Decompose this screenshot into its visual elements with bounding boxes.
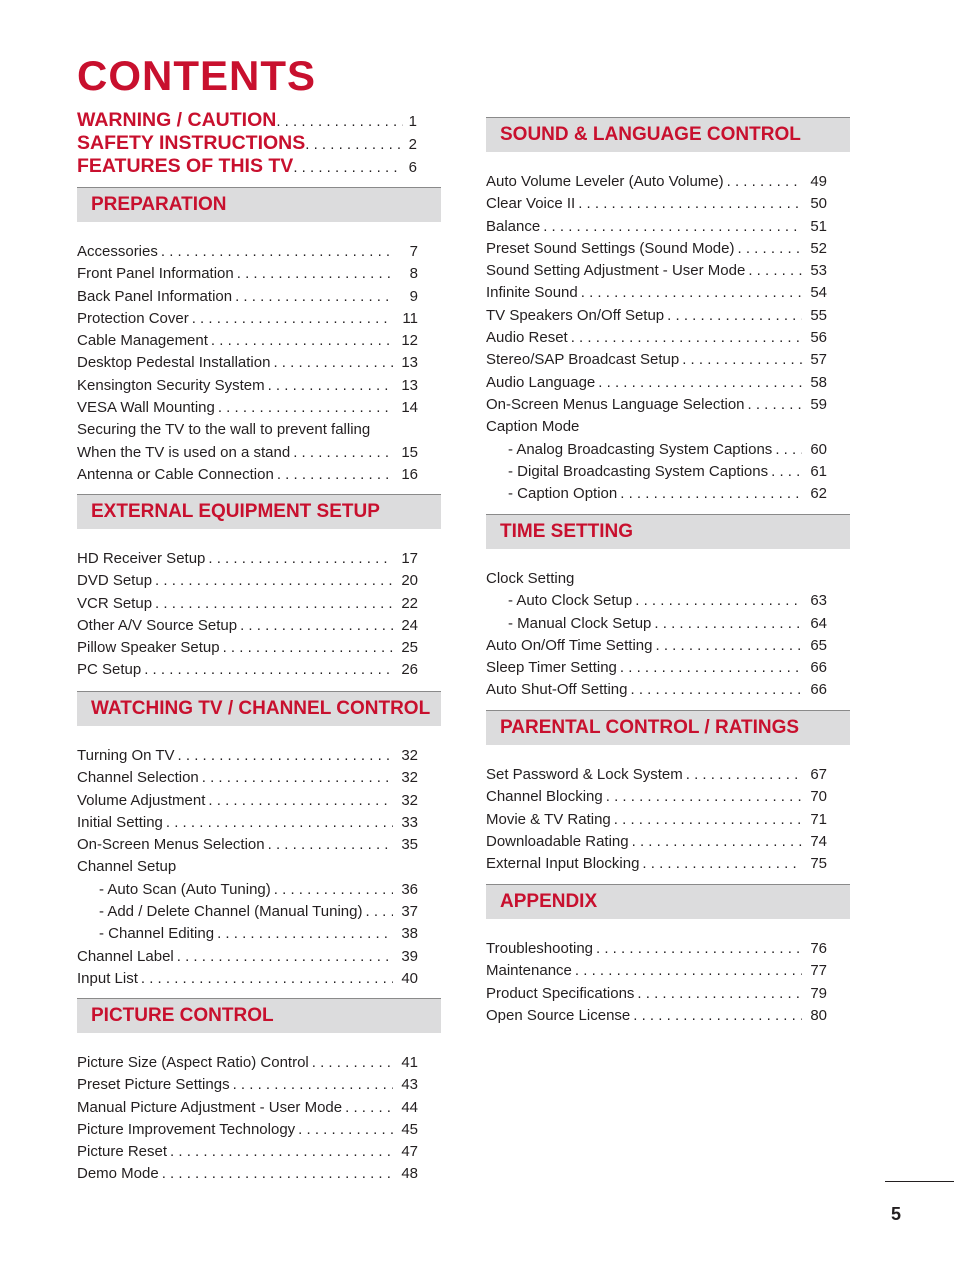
- toc-section: [77, 187, 441, 488]
- toc-entry[interactable]: [77, 1054, 441, 1076]
- toc-entry-list: [77, 550, 441, 684]
- toc-entry: [486, 570, 850, 592]
- toc-entry-label: Desktop Pedestal Installation: [77, 354, 271, 372]
- toc-page-number: 51: [810, 217, 827, 235]
- toc-entry[interactable]: [486, 173, 850, 195]
- dot-leader: [162, 1165, 393, 1182]
- toc-entry[interactable]: [77, 243, 441, 265]
- section-heading[interactable]: TIME SETTING: [486, 514, 850, 549]
- toc-entry[interactable]: [486, 396, 850, 418]
- toc-entry[interactable]: [486, 307, 850, 329]
- toc-page-number: 76: [810, 940, 827, 957]
- toc-entry-label: When the TV is used on a stand: [77, 443, 291, 461]
- toc-entry-label: Balance: [486, 217, 541, 235]
- toc-page-number: 38: [401, 925, 418, 943]
- toc-entry[interactable]: [77, 836, 441, 858]
- section-heading[interactable]: APPENDIX: [486, 884, 850, 919]
- dot-leader: [274, 881, 393, 898]
- toc-page-number: 67: [810, 766, 827, 783]
- dot-leader: [217, 925, 393, 942]
- toc-page-number: 66: [810, 659, 827, 677]
- toc-page-number: 32: [401, 791, 418, 809]
- dot-leader: [581, 284, 802, 301]
- toc-entry[interactable]: [77, 881, 441, 903]
- toc-entry[interactable]: [77, 769, 441, 791]
- toc-entry[interactable]: [77, 970, 441, 992]
- toc-entry-list: [486, 940, 850, 1029]
- toc-page-number: 58: [810, 373, 827, 391]
- toc-entry[interactable]: [77, 354, 441, 376]
- toc-page-number: 48: [401, 1165, 418, 1183]
- dot-leader: [202, 769, 393, 786]
- dot-leader: [293, 159, 402, 176]
- toc-entry[interactable]: [77, 617, 441, 639]
- dot-leader: [235, 288, 393, 305]
- toc-entry-label: On-Screen Menus Language Selection: [486, 395, 745, 413]
- page-number: 5: [890, 1204, 901, 1224]
- dot-leader: [166, 814, 393, 831]
- toc-entry[interactable]: [77, 399, 441, 421]
- toc-entry[interactable]: [486, 463, 850, 485]
- page-number-rule: [885, 1181, 954, 1182]
- toc-page-number: 39: [401, 947, 418, 965]
- toc-entry-label: Input List: [77, 969, 138, 987]
- toc-page-number: 22: [401, 594, 418, 612]
- toc-entry[interactable]: [486, 940, 850, 962]
- dot-leader: [598, 374, 802, 391]
- toc-entry-label: Channel Blocking: [486, 788, 603, 806]
- toc-entry[interactable]: [77, 595, 441, 617]
- toc-top-link-label: FEATURES OF THIS TV: [77, 155, 294, 177]
- section-heading[interactable]: PARENTAL CONTROL / RATINGS: [486, 710, 850, 745]
- toc-page-number: 32: [401, 747, 418, 764]
- dot-leader: [667, 307, 802, 324]
- dot-leader: [571, 329, 802, 346]
- toc-page-number: 79: [810, 984, 827, 1002]
- toc-entry[interactable]: [77, 814, 441, 836]
- section-heading[interactable]: EXTERNAL EQUIPMENT SETUP: [77, 494, 441, 529]
- toc-entry-label: Antenna or Cable Connection: [77, 465, 274, 483]
- dot-leader: [223, 639, 393, 656]
- dot-leader: [276, 113, 402, 130]
- toc-entry[interactable]: [77, 639, 441, 661]
- dot-leader: [161, 243, 393, 260]
- toc-section: [486, 117, 850, 507]
- toc-entry[interactable]: [77, 925, 441, 947]
- toc-entry-label: Picture Size (Aspect Ratio) Control: [77, 1054, 309, 1071]
- toc-section: [77, 691, 441, 992]
- toc-entry-label: VCR Setup: [77, 594, 153, 612]
- dot-leader: [655, 637, 802, 654]
- toc-entry-label: Auto On/Off Time Setting: [486, 636, 653, 654]
- toc-entry[interactable]: [486, 855, 850, 877]
- toc-entry-label: Set Password & Lock System: [486, 766, 683, 783]
- dot-leader: [632, 833, 802, 850]
- toc-entry-label: Initial Setting: [77, 813, 163, 831]
- toc-entry-label: Preset Sound Settings (Sound Mode): [486, 239, 735, 257]
- toc-entry-label: Back Panel Information: [77, 287, 233, 305]
- toc-page-number: 43: [401, 1076, 418, 1094]
- toc-entry-label: Infinite Sound: [486, 284, 578, 302]
- dot-leader: [775, 441, 802, 458]
- toc-entry-label: HD Receiver Setup: [77, 550, 206, 567]
- toc-entry-label: Protection Cover: [77, 309, 189, 327]
- toc-entry-label: Accessories: [77, 243, 158, 260]
- section-heading[interactable]: PREPARATION: [77, 187, 441, 222]
- toc-entry-list: [486, 766, 850, 877]
- toc-entry[interactable]: [486, 681, 850, 703]
- toc-entry[interactable]: [486, 833, 850, 855]
- toc-entry-list: [486, 570, 850, 704]
- section-heading[interactable]: WATCHING TV / CHANNEL CONTROL: [77, 691, 441, 726]
- toc-page-number: 14: [401, 399, 418, 417]
- toc-page-number: 56: [810, 329, 827, 347]
- toc-entry-label: Sleep Timer Setting: [486, 659, 617, 677]
- toc-entry-label: Auto Shut-Off Setting: [486, 681, 628, 699]
- dot-leader: [682, 351, 802, 368]
- toc-entry-label: Movie & TV Rating: [486, 810, 611, 828]
- dot-leader: [240, 617, 393, 634]
- dot-leader: [211, 332, 393, 349]
- dot-leader: [312, 1054, 393, 1071]
- toc-entry[interactable]: [77, 747, 441, 769]
- toc-entry-label: - Analog Broadcasting System Captions: [508, 440, 773, 458]
- dot-leader: [293, 444, 393, 461]
- toc-entry-label: - Manual Clock Setup: [508, 614, 652, 632]
- toc-entry-label: Other A/V Source Setup: [77, 616, 238, 634]
- toc-page-number: 2: [408, 136, 417, 153]
- dot-leader: [155, 572, 393, 589]
- toc-entry-list: [486, 173, 850, 507]
- toc-entry-label: Picture Reset: [77, 1143, 168, 1161]
- toc-entry-label: - Channel Editing: [99, 925, 215, 943]
- toc-entry[interactable]: [77, 1165, 441, 1187]
- section-heading[interactable]: SOUND & LANGUAGE CONTROL: [486, 117, 850, 152]
- dot-leader: [686, 766, 802, 783]
- toc-page-number: 55: [810, 306, 827, 324]
- toc-entry-label: TV Speakers On/Off Setup: [486, 306, 665, 324]
- dot-leader: [635, 592, 802, 609]
- toc-page-number: 13: [401, 354, 418, 372]
- toc-entry[interactable]: [77, 1099, 441, 1121]
- toc-entry[interactable]: [486, 962, 850, 984]
- toc-top-link[interactable]: [77, 132, 417, 155]
- toc-page-number: 50: [810, 195, 827, 213]
- dot-leader: [727, 173, 802, 190]
- dot-leader: [614, 811, 802, 828]
- toc-page-number: 59: [810, 395, 827, 413]
- toc-entry-label: VESA Wall Mounting: [77, 399, 215, 417]
- toc-page-number: 24: [401, 616, 418, 634]
- toc-entry-label: Kensington Security System: [77, 376, 265, 394]
- toc-entry[interactable]: [77, 661, 441, 683]
- toc-entry-label: On-Screen Menus Selection: [77, 836, 265, 854]
- toc-entry[interactable]: [77, 444, 441, 466]
- toc-section: [486, 884, 850, 1029]
- toc-entry-label: Picture Improvement Technology: [77, 1120, 296, 1138]
- toc-page-number: 17: [401, 550, 418, 567]
- toc-entry[interactable]: [486, 284, 850, 306]
- toc-entry-list: [77, 243, 441, 488]
- toc-entry-label: Product Specifications: [486, 984, 635, 1002]
- toc-entry[interactable]: [77, 1076, 441, 1098]
- dot-leader: [268, 377, 393, 394]
- toc-entry-label: Audio Language: [486, 373, 596, 391]
- toc-top-link-label: WARNING / CAUTION: [77, 109, 277, 131]
- toc-page-number: 26: [401, 661, 418, 679]
- toc-entry[interactable]: [486, 262, 850, 284]
- toc-entry-label: - Auto Clock Setup: [508, 592, 633, 610]
- toc-entry-label: Turning On TV: [77, 747, 175, 764]
- dot-leader: [630, 681, 802, 698]
- dot-leader: [144, 661, 393, 678]
- toc-entry[interactable]: [486, 485, 850, 507]
- toc-entry[interactable]: [486, 615, 850, 637]
- toc-page-number: 8: [409, 265, 418, 283]
- dot-leader: [192, 310, 393, 327]
- toc-page-number: 62: [810, 485, 827, 503]
- toc-page-number: 37: [401, 903, 418, 921]
- toc-page-number: 52: [810, 239, 827, 257]
- toc-entry-label: - Digital Broadcasting System Captions: [508, 462, 769, 480]
- dot-leader: [277, 466, 393, 483]
- dot-leader: [633, 1007, 802, 1024]
- dot-leader: [208, 550, 393, 567]
- toc-entry[interactable]: [486, 329, 850, 351]
- toc-entry[interactable]: [486, 637, 850, 659]
- toc-entry-label: Preset Picture Settings: [77, 1076, 230, 1094]
- toc-entry-label: Volume Adjustment: [77, 791, 206, 809]
- toc-page-number: 60: [810, 440, 827, 458]
- toc-entry-label: Maintenance: [486, 962, 572, 980]
- toc-page-number: 66: [810, 681, 827, 699]
- toc-entry[interactable]: [486, 218, 850, 240]
- toc-entry-label: External Input Blocking: [486, 855, 640, 873]
- dot-leader: [237, 265, 393, 282]
- toc-page-number: 64: [810, 614, 827, 632]
- toc-page-number: 12: [401, 332, 418, 350]
- toc-page-number: 65: [810, 636, 827, 654]
- dot-leader: [366, 903, 394, 920]
- dot-leader: [748, 262, 802, 279]
- toc-entry[interactable]: [486, 374, 850, 396]
- toc-entry-label: Caption Mode: [486, 418, 580, 436]
- toc-page-number: 53: [810, 262, 827, 280]
- page-title: CONTENTS: [77, 52, 316, 99]
- top-links: [77, 109, 417, 178]
- dot-leader: [218, 399, 393, 416]
- section-heading[interactable]: PICTURE CONTROL: [77, 998, 441, 1033]
- toc-entry-label: - Add / Delete Channel (Manual Tuning): [99, 903, 363, 921]
- toc-entry-label: Channel Selection: [77, 769, 199, 787]
- dot-leader: [298, 1121, 393, 1138]
- toc-page-number: 7: [409, 243, 418, 260]
- toc-page-number: 71: [810, 810, 827, 828]
- toc-page-number: 40: [401, 969, 418, 987]
- dot-leader: [620, 659, 802, 676]
- toc-section: [77, 998, 441, 1188]
- toc-entry[interactable]: [77, 792, 441, 814]
- toc-top-link[interactable]: [77, 155, 417, 178]
- toc-entry-label: Sound Setting Adjustment - User Mode: [486, 262, 746, 280]
- toc-entry-label: Pillow Speaker Setup: [77, 639, 220, 657]
- dot-leader: [141, 970, 393, 987]
- dot-leader: [268, 836, 393, 853]
- toc-section: [486, 514, 850, 704]
- toc-entry[interactable]: [486, 195, 850, 217]
- dot-leader: [637, 985, 802, 1002]
- toc-entry: [486, 418, 850, 440]
- toc-page-number: 13: [401, 376, 418, 394]
- toc-entry[interactable]: [486, 985, 850, 1007]
- toc-entry[interactable]: [77, 550, 441, 572]
- toc-entry-label: DVD Setup: [77, 572, 153, 590]
- toc-page-number: 75: [810, 855, 827, 873]
- toc-page-number: 63: [810, 592, 827, 610]
- toc-entry[interactable]: [486, 441, 850, 463]
- toc-entry[interactable]: [77, 310, 441, 332]
- toc-entry-label: Demo Mode: [77, 1165, 159, 1183]
- toc-page-number: 15: [401, 443, 418, 461]
- toc-entry-list: [77, 747, 441, 992]
- dot-leader: [305, 136, 402, 153]
- toc-page-number: 41: [401, 1054, 418, 1071]
- toc-page-number: 33: [401, 813, 418, 831]
- toc-page-number: 44: [401, 1098, 418, 1116]
- dot-leader: [155, 595, 393, 612]
- toc-page-number: 57: [810, 351, 827, 369]
- toc-entry-label: - Auto Scan (Auto Tuning): [99, 880, 271, 898]
- dot-leader: [737, 240, 802, 257]
- dot-leader: [208, 792, 393, 809]
- dot-leader: [177, 948, 393, 965]
- toc-page-number: 49: [810, 173, 827, 190]
- toc-entry[interactable]: [486, 659, 850, 681]
- dot-leader: [273, 354, 393, 371]
- dot-leader: [543, 218, 802, 235]
- toc-entry[interactable]: [486, 811, 850, 833]
- toc-page-number: 36: [401, 880, 418, 898]
- toc-entry[interactable]: [486, 240, 850, 262]
- toc-entry-label: Channel Setup: [77, 858, 177, 876]
- toc-entry[interactable]: [77, 572, 441, 594]
- toc-entry[interactable]: [486, 766, 850, 788]
- toc-section: [77, 494, 441, 684]
- toc-page-number: 74: [810, 832, 827, 850]
- toc-page-number: 25: [401, 639, 418, 657]
- toc-page-number: 35: [401, 836, 418, 854]
- toc-page-number: 32: [401, 769, 418, 787]
- toc-page-number: 80: [810, 1006, 827, 1024]
- toc-entry-label: Troubleshooting: [486, 940, 594, 957]
- toc-entry: [77, 421, 441, 443]
- dot-leader: [178, 747, 393, 764]
- toc-page-number: 16: [401, 465, 418, 483]
- toc-page-number: 6: [408, 159, 417, 176]
- toc-entry[interactable]: [77, 466, 441, 488]
- toc-entry-label: PC Setup: [77, 661, 142, 679]
- dot-leader: [575, 962, 802, 979]
- toc-page-number: 54: [810, 284, 827, 302]
- dot-leader: [170, 1143, 393, 1160]
- toc-entry-label: Auto Volume Leveler (Auto Volume): [486, 173, 724, 190]
- toc-page-number: 77: [810, 962, 827, 980]
- toc-entry[interactable]: [77, 332, 441, 354]
- dot-leader: [606, 788, 802, 805]
- toc-entry[interactable]: [77, 903, 441, 925]
- toc-entry-list: [77, 1054, 441, 1188]
- toc-entry-label: Front Panel Information: [77, 265, 234, 283]
- dot-leader: [748, 396, 802, 413]
- toc-page-number: 9: [409, 287, 418, 305]
- toc-entry-label: Manual Picture Adjustment - User Mode: [77, 1098, 343, 1116]
- dot-leader: [596, 940, 802, 957]
- dot-leader: [620, 485, 802, 502]
- toc-entry-label: Audio Reset: [486, 329, 568, 347]
- dot-leader: [578, 195, 802, 212]
- toc-page-number: 61: [810, 462, 827, 480]
- toc-entry-label: Cable Management: [77, 332, 208, 350]
- toc-entry-label: Open Source License: [486, 1006, 631, 1024]
- toc-entry[interactable]: [77, 265, 441, 287]
- toc-entry[interactable]: [77, 948, 441, 970]
- toc-entry-label: Securing the TV to the wall to prevent falling: [77, 421, 371, 439]
- dot-leader: [233, 1076, 393, 1093]
- toc-entry[interactable]: [77, 377, 441, 399]
- toc-page-number: 11: [402, 309, 418, 327]
- dot-leader: [771, 463, 802, 480]
- toc-entry[interactable]: [486, 788, 850, 810]
- toc-page-number: 20: [401, 572, 418, 590]
- dot-leader: [642, 855, 802, 872]
- toc-entry-label: Downloadable Rating: [486, 832, 629, 850]
- toc-top-link-label: SAFETY INSTRUCTIONS: [77, 132, 306, 154]
- dot-leader: [654, 615, 802, 632]
- toc-page-number: 70: [810, 788, 827, 806]
- toc-entry[interactable]: [486, 1007, 850, 1029]
- toc-entry-label: Clock Setting: [486, 570, 575, 587]
- toc-entry-label: Clear Voice II: [486, 195, 576, 213]
- toc-entry-label: - Caption Option: [508, 485, 618, 503]
- toc-entry[interactable]: [486, 351, 850, 373]
- toc-entry-label: Stereo/SAP Broadcast Setup: [486, 351, 680, 369]
- toc-entry[interactable]: [77, 288, 441, 310]
- toc-entry[interactable]: [77, 1143, 441, 1165]
- toc-page-number: 1: [408, 113, 417, 130]
- toc-section: [486, 710, 850, 877]
- toc-page-number: 45: [401, 1120, 418, 1138]
- toc-entry[interactable]: [486, 592, 850, 614]
- toc-top-link[interactable]: [77, 109, 417, 132]
- toc-entry[interactable]: [77, 1121, 441, 1143]
- toc-entry-label: Channel Label: [77, 947, 174, 965]
- dot-leader: [345, 1099, 393, 1116]
- toc-entry: [77, 858, 441, 880]
- toc-page-number: 47: [401, 1143, 418, 1161]
